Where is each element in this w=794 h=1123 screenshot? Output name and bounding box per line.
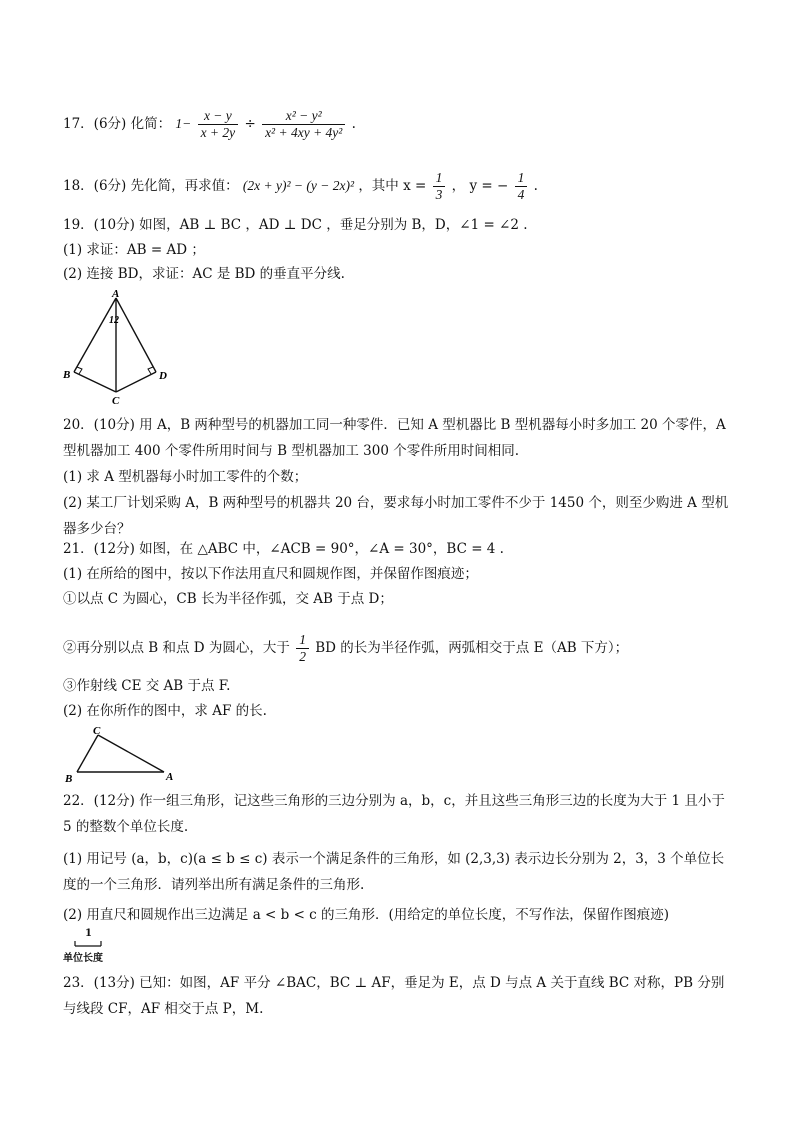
q17 [63, 108, 356, 141]
q21-figure [60, 724, 184, 784]
q21-part-1: (1) 在所给的图中，按以下作法用直尺和圆规作图，并保留作图痕迹； [63, 566, 478, 582]
q17-frac2-numerator: x² − y² [262, 108, 345, 125]
q21-stem: 21．(12分) 如图，在 △ABC 中，∠ACB = 90°，∠A = 30°，BC = 4 . [63, 541, 504, 557]
q22-unit-length [63, 928, 123, 964]
q20-part-2: (2) 某工厂计划采购 A，B 两种型号的机器共 20 台，要求每小时加工零件不少于 1450 个，则至少购进 A 型机器多少台？ [63, 495, 729, 537]
q21-half-denominator: 2 [299, 649, 306, 664]
q21-step-2-pre: ②再分别以点 B 和点 D 为圆心，大于 [63, 640, 290, 656]
q21-edge-ca [98, 735, 164, 772]
q19-figure [60, 288, 170, 404]
q22-stem: 22．(12分) 作一组三角形，记这些三角形的三边分别为 a，b，c，并且这些三角形三边的长度为大于 1 且小于 5 的整数个单位长度. [63, 793, 725, 835]
q17-end: . [351, 116, 356, 132]
q21-label-a: A [166, 771, 174, 783]
q19-label-a: A [112, 288, 120, 300]
q21-step-1: ①以点 C 为圆心，CB 长为半径作弧，交 AB 于点 D； [63, 591, 393, 607]
q17-one-minus: 1− [175, 116, 192, 131]
q21-half-numerator: 1 [296, 632, 309, 649]
q18-end: . [533, 178, 538, 194]
q21-step-3: ③作射线 CE 交 AB 于点 F. [63, 678, 231, 694]
q17-frac1-denominator: x + 2y [200, 125, 236, 140]
q19-label-c: C [112, 395, 120, 404]
q19-label-d: D [159, 370, 167, 382]
q18-head: 18．(6分) 先化简，再求值： [63, 178, 239, 194]
q19-label-angles: 12 [109, 315, 119, 326]
q21-step-2-post: BD 的长为半径作弧，两弧相交于点 E（AB 下方）； [315, 640, 629, 656]
q17-head: 17．(6分) 化简： [63, 116, 172, 132]
q21-label-c: C [93, 725, 101, 737]
q21-edge-bc [77, 735, 98, 772]
q19-label-b: B [63, 369, 71, 381]
q19-edge-bc [74, 372, 116, 392]
q18-x-fraction [433, 170, 446, 203]
q21-step-2 [63, 632, 628, 665]
q18-y-numerator: 1 [515, 170, 528, 187]
q17-frac2-denominator: x² + 4xy + 4y² [265, 125, 343, 140]
q18-y-fraction [515, 170, 528, 203]
q19-right-angle-d [148, 367, 153, 374]
q18-x-numerator: 1 [433, 170, 446, 187]
q23-stem: 23．(13分) 已知：如图，AF 平分 ∠BAC，BC ⊥ AF，垂足为 E，点 D 与点 A 关于直线 BC 对称，PB 分别与线段 CF，AF 相交于点 P，M. [63, 975, 725, 1017]
q19-stem: 19．(10分) 如图，AB ⊥ BC ，AD ⊥ DC ，垂足分别为 B，D，∠1 = ∠2 . [63, 217, 528, 233]
q18 [63, 170, 538, 203]
q22-unit-segment [73, 940, 103, 948]
q19-right-angle-b [77, 367, 82, 374]
q22-unit-number: 1 [85, 928, 92, 939]
q17-divide: ÷ [244, 116, 256, 132]
q18-x-denominator: 3 [435, 187, 443, 202]
q20-stem: 20．(10分) 用 A，B 两种型号的机器加工同一种零件．已知 A 型机器比 B 型机器每小时多加工 20 个零件，A 型机器加工 400 个零件所用时间与 B 型机器加工 300 个零件所用时间相同. [63, 417, 726, 459]
q18-y-denominator: 4 [517, 187, 525, 202]
q22-part-1: (1) 用记号 (a，b，c)(a ≤ b ≤ c) 表示一个满足条件的三角形，如 (2,3,3) 表示边长分别为 2，3，3 个单位长度的一个三角形．请列举出所有满足条件的三角形. [63, 851, 725, 893]
q22-unit-label: 单位长度 [63, 953, 103, 964]
q18-mid: ，其中 x = [358, 178, 427, 194]
q21-half-fraction [296, 632, 309, 665]
q22-part-2: (2) 用直尺和圆规作出三边满足 a < b < c 的三角形．(用给定的单位长度，不写作法，保留作图痕迹) [63, 907, 670, 923]
q19-edge-ad [116, 298, 156, 372]
q19-part-2: (2) 连接 BD，求证：AC 是 BD 的垂直平分线. [63, 266, 345, 282]
q18-y-label: ， y = − [451, 178, 509, 194]
q19-edge-dc [116, 372, 156, 392]
q18-expression: (2x + y)² − (y − 2x)² [242, 178, 355, 193]
q21-part-2: (2) 在你所作的图中，求 AF 的长. [63, 703, 267, 719]
q20-part-1: (1) 求 A 型机器每小时加工零件的个数； [63, 469, 308, 485]
q17-fraction-2 [262, 108, 345, 141]
q19-edge-ab [74, 298, 116, 372]
q21-label-b: B [65, 773, 73, 784]
q17-frac1-numerator: x − y [198, 108, 239, 125]
q19-part-1: (1) 求证：AB = AD ； [63, 242, 205, 258]
q17-fraction-1 [198, 108, 239, 141]
